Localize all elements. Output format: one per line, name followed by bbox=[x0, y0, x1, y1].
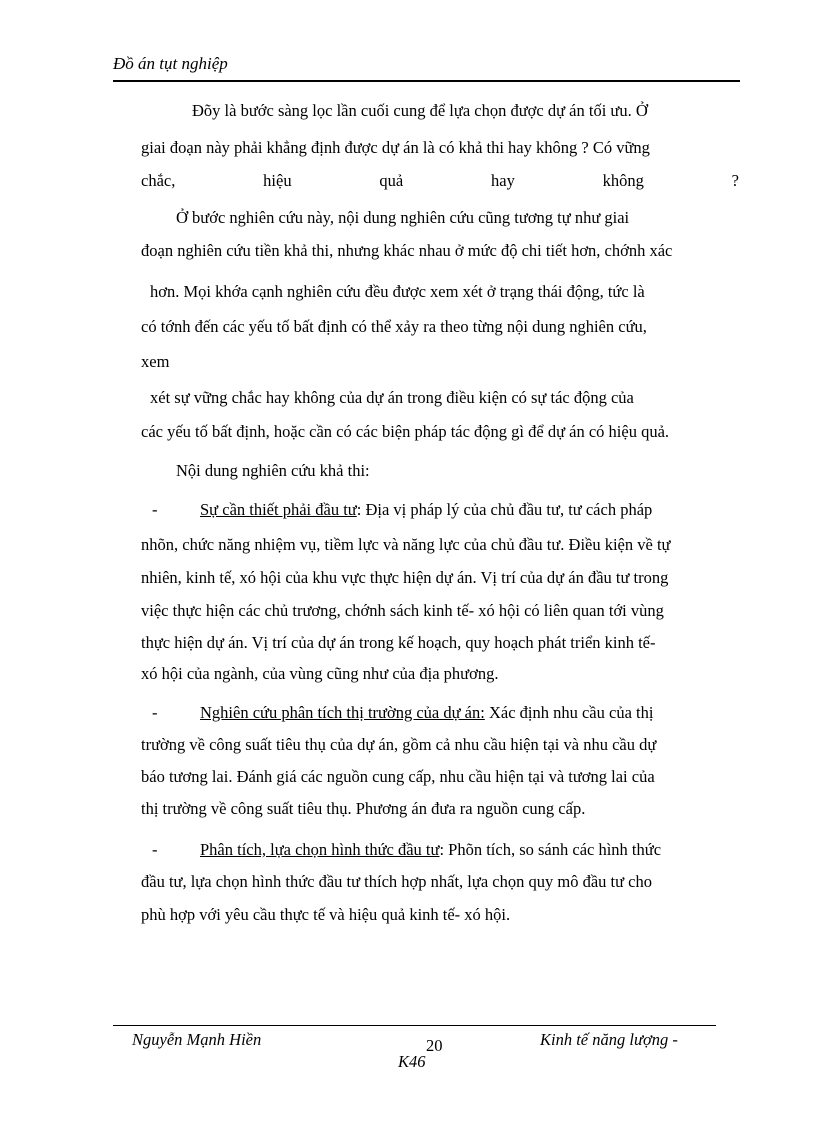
p1-word: quả bbox=[379, 171, 404, 190]
bullet1-line1-rest: : Địa vị pháp lý của chủ đầu tư, tư cách pháp bbox=[356, 500, 653, 519]
bullet1-line6: xó hội của ngành, của vùng cũng như của địa phương. bbox=[141, 664, 499, 683]
p3-line1: Nội dung nghiên cứu khả thi: bbox=[176, 461, 370, 480]
p1-word: chắc, bbox=[141, 171, 176, 190]
bullet2-line4: thị trường về công suất tiêu thụ. Phương án đưa ra nguồn cung cấp. bbox=[141, 799, 586, 818]
p1-word: không bbox=[602, 171, 644, 190]
bullet2-line1 bbox=[200, 703, 653, 723]
p2-line7: các yếu tố bất định, hoặc cần có các biện pháp tác động gì để dự án có hiệu quả. bbox=[141, 422, 670, 441]
p1-word: hay bbox=[491, 171, 515, 190]
p2-line4: có tớnh đến các yếu tố bất định có thể xảy ra theo từng nội dung nghiên cứu, bbox=[141, 317, 647, 336]
p1-line2: giai đoạn này phải khẳng định được dự án là có khả thi hay không ? Có vững bbox=[141, 138, 650, 157]
p2-line2: đoạn nghiên cứu tiền khả thi, nhưng khác nhau ở mức độ chi tiết hơn, chớnh xác bbox=[141, 241, 673, 260]
footer-course-code: K46 bbox=[398, 1052, 426, 1071]
p2-line6: xét sự vững chắc hay không của dự án trong điều kiện có sự tác động của bbox=[150, 388, 634, 407]
bullet3-line2: đầu tư, lựa chọn hình thức đầu tư thích hợp nhất, lựa chọn quy mô đầu tư cho bbox=[141, 872, 652, 891]
bullet1-line1 bbox=[200, 500, 652, 520]
footer-course: Kinh tế năng lượng - bbox=[540, 1030, 678, 1049]
p1-word: ? bbox=[731, 171, 739, 190]
bullet1-line2: nhõn, chức năng nhiệm vụ, tiềm lực và năng lực của chủ đầu tư. Điều kiện về tự bbox=[141, 535, 671, 554]
bullet1-line3: nhiên, kinh tế, xó hội của khu vực thực hiện dự án. Vị trí của dự án đầu tư trong bbox=[141, 568, 669, 587]
bullet2-line3: báo tương lai. Đánh giá các nguồn cung cấp, nhu cầu hiện tại và tương lai của bbox=[141, 767, 655, 786]
page-header bbox=[113, 52, 740, 82]
p2-line1: Ở bước nghiên cứu này, nội dung nghiên cứu cũng tương tự như giai bbox=[176, 208, 630, 227]
bullet2-line2: trường về công suất tiêu thụ của dự án, gồm cả nhu cầu hiện tại và nhu cầu dự bbox=[141, 735, 657, 754]
p2-line3: hơn. Mọi khớa cạnh nghiên cứu đều được xem xét ở trạng thái động, tức là bbox=[150, 282, 645, 301]
bullet2-title: Nghiên cứu phân tích thị trường của dự án: bbox=[200, 703, 485, 722]
p1-word: hiệu bbox=[263, 171, 292, 190]
footer-divider bbox=[113, 1025, 716, 1026]
bullet-marker: - bbox=[152, 840, 158, 859]
bullet1-line4: việc thực hiện các chủ trương, chớnh sách kinh tế- xó hội có liên quan tới vùng bbox=[141, 601, 664, 620]
bullet1-line5: thực hiện dự án. Vị trí của dự án trong kế hoạch, quy hoạch phát triển kinh tế- bbox=[141, 633, 656, 652]
footer-author: Nguyễn Mạnh Hiền bbox=[132, 1030, 262, 1049]
bullet1-title: Sự cần thiết phải đầu tư bbox=[200, 500, 357, 519]
bullet3-line3: phù hợp với yêu cầu thực tế và hiệu quả kinh tế- xó hội. bbox=[141, 905, 511, 924]
bullet3-title: Phân tích, lựa chọn hình thức đầu tư bbox=[200, 840, 440, 859]
header-title: Đồ án tụt nghiệp bbox=[113, 54, 228, 73]
bullet3-line1-rest: : Phõn tích, so sánh các hình thức bbox=[439, 840, 662, 859]
p1-line3 bbox=[141, 171, 739, 191]
p2-line5: xem bbox=[141, 352, 170, 371]
bullet3-line1 bbox=[200, 840, 661, 860]
footer-page-number: 20 bbox=[426, 1036, 443, 1055]
p1-line1: Đõy là bước sàng lọc lần cuối cung để lựa chọn được dự án tối ưu. Ở bbox=[192, 101, 648, 120]
bullet2-line1-rest: Xác định nhu cầu của thị bbox=[484, 703, 654, 722]
bullet-marker: - bbox=[152, 703, 158, 722]
bullet-marker: - bbox=[152, 500, 158, 519]
